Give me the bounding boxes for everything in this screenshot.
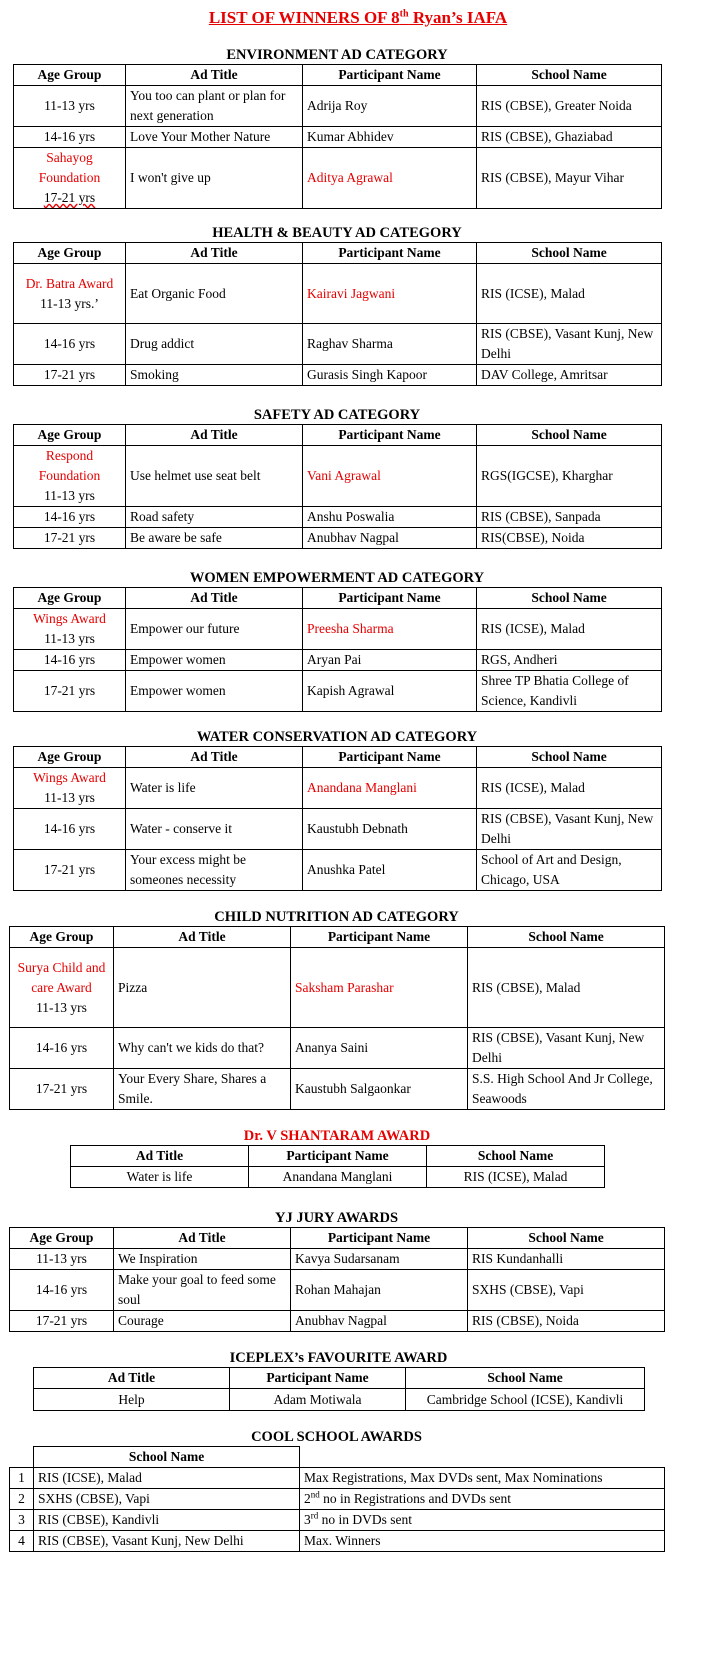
note-cell: Max Registrations, Max DVDs sent, Max Nominations [300, 1468, 665, 1489]
header-blank-right [300, 1447, 665, 1468]
header-school: School Name [427, 1146, 605, 1167]
ad-title-cell: Empower women [126, 650, 303, 671]
table-row [10, 1270, 665, 1311]
safety-section [13, 406, 661, 549]
ad-title-cell: Be aware be safe [126, 528, 303, 549]
ad-title-cell: Smoking [126, 365, 303, 386]
age-cell [10, 948, 114, 1028]
participant-cell: Kaustubh Debnath [303, 809, 477, 850]
header-ad-title: Ad Title [114, 1228, 291, 1249]
age-cell: 11-13 yrs [14, 86, 126, 127]
header-age-group: Age Group [14, 65, 126, 86]
iceplex-table [33, 1367, 645, 1411]
rank-cell: 1 [10, 1468, 34, 1489]
header-age-group: Age Group [10, 927, 114, 948]
jury-table [9, 1227, 665, 1332]
participant-cell: Kumar Abhidev [303, 127, 477, 148]
age-cell: 14-16 yrs [14, 127, 126, 148]
header-participant: Participant Name [303, 588, 477, 609]
ad-title-cell: We Inspiration [114, 1249, 291, 1270]
table-row [14, 365, 662, 386]
header-age-group: Age Group [14, 425, 126, 446]
ad-title-cell: Road safety [126, 507, 303, 528]
participant-cell: Adam Motiwala [230, 1389, 406, 1411]
page-title [0, 8, 716, 28]
table-row [10, 1069, 665, 1110]
age-cell: 14-16 yrs [14, 650, 126, 671]
header-participant: Participant Name [249, 1146, 427, 1167]
section-title: ENVIRONMENT AD CATEGORY [226, 47, 448, 63]
age-value: 11-13 yrs [44, 488, 95, 503]
school-cell: RIS (ICSE), Malad [477, 609, 662, 650]
title-sup: th [399, 8, 409, 20]
award-name: Dr. Batra Award [25, 275, 114, 291]
header-participant: Participant Name [230, 1368, 406, 1389]
title-text: LIST OF WINNERS OF 8 [208, 8, 400, 27]
school-cell: RIS (CBSE), Mayur Vihar [477, 148, 662, 209]
participant-cell: Kapish Agrawal [303, 671, 477, 712]
table-row [14, 671, 662, 712]
school-cell: School of Art and Design, Chicago, USA [477, 850, 662, 891]
header-ad-title: Ad Title [126, 243, 303, 264]
ad-title-cell: Why can't we kids do that? [114, 1028, 291, 1069]
table-row [10, 1028, 665, 1069]
school-cell: Cambridge School (ICSE), Kandivli [406, 1389, 645, 1411]
table-row [14, 507, 662, 528]
header-school: School Name [477, 588, 662, 609]
table-row [10, 948, 665, 1028]
table-row [71, 1167, 605, 1188]
shantaram-table [70, 1145, 605, 1188]
school-cell: RIS (CBSE), Ghaziabad [477, 127, 662, 148]
header-school: School Name [34, 1447, 300, 1468]
health-section [13, 224, 661, 386]
age-cell: 14-16 yrs [10, 1270, 114, 1311]
school-cell: RGS, Andheri [477, 650, 662, 671]
age-value: 11-13 yrs.’ [40, 295, 99, 311]
header-age-group: Age Group [14, 747, 126, 768]
ad-title-cell: Water - conserve it [126, 809, 303, 850]
award-name: Sahayog Foundation [38, 150, 101, 185]
age-cell: 14-16 yrs [10, 1028, 114, 1069]
participant-cell: Rohan Mahajan [291, 1270, 468, 1311]
table-row [14, 127, 662, 148]
table-row [10, 1311, 665, 1332]
school-cell: RIS Kundanhalli [468, 1249, 665, 1270]
award-name: Wings Award [33, 611, 106, 626]
header-participant: Participant Name [291, 1228, 468, 1249]
award-name: Wings Award [33, 770, 106, 785]
participant-cell: Anandana Manglani [303, 768, 477, 809]
school-cell: RIS (CBSE), Noida [468, 1311, 665, 1332]
school-cell: RIS (CBSE), Sanpada [477, 507, 662, 528]
water-table [13, 746, 662, 891]
section-title: WOMEN EMPOWERMENT AD CATEGORY [189, 570, 485, 586]
age-value: 11-13 yrs [44, 631, 95, 646]
participant-cell: Kaustubh Salgaonkar [291, 1069, 468, 1110]
header-school: School Name [477, 65, 662, 86]
header-participant: Participant Name [303, 243, 477, 264]
header-ad-title: Ad Title [126, 425, 303, 446]
age-cell: 17-21 yrs [14, 365, 126, 386]
participant-cell: Aryan Pai [303, 650, 477, 671]
ad-title-cell: Your excess might be someones necessity [126, 850, 303, 891]
school-cell: RGS(IGCSE), Kharghar [477, 446, 662, 507]
school-cell: Shree TP Bhatia College of Science, Kandivli [477, 671, 662, 712]
age-value: 17-21 yrs [43, 190, 96, 205]
header-ad-title: Ad Title [126, 747, 303, 768]
ad-title-cell: Pizza [114, 948, 291, 1028]
water-section [13, 728, 661, 891]
participant-cell: Saksham Parashar [291, 948, 468, 1028]
age-cell: 14-16 yrs [14, 324, 126, 365]
award-name: Respond Foundation [38, 448, 101, 483]
table-row [14, 809, 662, 850]
age-cell: 17-21 yrs [10, 1069, 114, 1110]
school-cell: RIS (ICSE), Malad [34, 1468, 300, 1489]
header-blank [10, 1447, 34, 1468]
header-participant: Participant Name [291, 927, 468, 948]
note-cell: 2nd no in Registrations and DVDs sent [300, 1489, 665, 1510]
table-row [14, 768, 662, 809]
note-cell: 3rd no in DVDs sent [300, 1510, 665, 1531]
note-cell: Max. Winners [300, 1531, 665, 1552]
age-value: 11-13 yrs [36, 999, 87, 1015]
table-row [10, 1510, 665, 1531]
school-cell: RIS (CBSE), Vasant Kunj, New Delhi [34, 1531, 300, 1552]
school-cell: RIS (CBSE), Malad [468, 948, 665, 1028]
header-age-group: Age Group [10, 1228, 114, 1249]
participant-cell: Kavya Sudarsanam [291, 1249, 468, 1270]
section-title: CHILD NUTRITION AD CATEGORY [214, 909, 459, 925]
header-participant: Participant Name [303, 425, 477, 446]
school-cell: RIS (ICSE), Malad [477, 768, 662, 809]
ad-title-cell: Empower women [126, 671, 303, 712]
school-cell: S.S. High School And Jr College, Seawoods [468, 1069, 665, 1110]
ad-title-cell: Love Your Mother Nature [126, 127, 303, 148]
award-name: Surya Child and care Award [17, 959, 106, 995]
header-school: School Name [477, 747, 662, 768]
participant-cell: Vani Agrawal [303, 446, 477, 507]
age-cell: 17-21 yrs [14, 850, 126, 891]
school-cell: RIS (CBSE), Vasant Kunj, New Delhi [477, 809, 662, 850]
table-row [10, 1531, 665, 1552]
age-cell: 14-16 yrs [14, 809, 126, 850]
header-ad-title: Ad Title [126, 65, 303, 86]
section-title: ICEPLEX’s FAVOURITE AWARD [229, 1350, 448, 1366]
rank-cell: 3 [10, 1510, 34, 1531]
participant-cell: Anshu Poswalia [303, 507, 477, 528]
header-school: School Name [477, 243, 662, 264]
age-cell: 17-21 yrs [14, 528, 126, 549]
jury-section [9, 1209, 664, 1332]
age-cell [14, 264, 126, 324]
ad-title-cell: Help [34, 1389, 230, 1411]
header-ad-title: Ad Title [126, 588, 303, 609]
age-cell: 11-13 yrs [10, 1249, 114, 1270]
table-row [14, 528, 662, 549]
child-nutrition-section [9, 908, 664, 1110]
section-title: COOL SCHOOL AWARDS [251, 1429, 422, 1445]
table-row [14, 148, 662, 209]
table-row [10, 1468, 665, 1489]
rank-cell: 2 [10, 1489, 34, 1510]
section-title: YJ JURY AWARDS [274, 1210, 399, 1226]
participant-cell: Anubhav Nagpal [291, 1311, 468, 1332]
header-participant: Participant Name [303, 747, 477, 768]
cool-school-section [9, 1428, 664, 1552]
header-ad-title: Ad Title [34, 1368, 230, 1389]
table-row [14, 264, 662, 324]
cool-school-table [9, 1446, 665, 1552]
ad-title-cell: Empower our future [126, 609, 303, 650]
school-cell: SXHS (CBSE), Vapi [34, 1489, 300, 1510]
environment-section [13, 46, 661, 209]
ad-title-cell: Use helmet use seat belt [126, 446, 303, 507]
age-cell: 14-16 yrs [14, 507, 126, 528]
participant-cell: Ananya Saini [291, 1028, 468, 1069]
health-table [13, 242, 662, 386]
header-ad-title: Ad Title [114, 927, 291, 948]
age-cell: 17-21 yrs [14, 671, 126, 712]
table-row [10, 1489, 665, 1510]
shantaram-section [70, 1127, 604, 1188]
age-value: 11-13 yrs [44, 790, 95, 805]
table-row [14, 86, 662, 127]
child-nutrition-table [9, 926, 665, 1110]
age-cell [14, 446, 126, 507]
header-ad-title: Ad Title [71, 1146, 249, 1167]
iceplex-section [33, 1349, 644, 1411]
participant-cell: Preesha Sharma [303, 609, 477, 650]
rank-cell: 4 [10, 1531, 34, 1552]
participant-cell: Raghav Sharma [303, 324, 477, 365]
ad-title-cell: Courage [114, 1311, 291, 1332]
ad-title-cell: Eat Organic Food [126, 264, 303, 324]
age-cell [14, 148, 126, 209]
women-section [13, 569, 661, 712]
title-text-end: Ryan’s IAFA [408, 8, 508, 27]
ad-title-cell: Make your goal to feed some soul [114, 1270, 291, 1311]
ad-title-cell: You too can plant or plan for next generation [126, 86, 303, 127]
school-cell: DAV College, Amritsar [477, 365, 662, 386]
header-school: School Name [468, 927, 665, 948]
table-row [14, 324, 662, 365]
school-cell: RIS(CBSE), Noida [477, 528, 662, 549]
participant-cell: Anushka Patel [303, 850, 477, 891]
header-school: School Name [468, 1228, 665, 1249]
age-cell: 17-21 yrs [10, 1311, 114, 1332]
section-title: SAFETY AD CATEGORY [253, 407, 421, 423]
table-row [14, 609, 662, 650]
ad-title-cell: Drug addict [126, 324, 303, 365]
school-cell: RIS (ICSE), Malad [477, 264, 662, 324]
participant-cell: Kairavi Jagwani [303, 264, 477, 324]
women-table [13, 587, 662, 712]
header-age-group: Age Group [14, 588, 126, 609]
participant-cell: Aditya Agrawal [303, 148, 477, 209]
safety-table [13, 424, 662, 549]
participant-cell: Anubhav Nagpal [303, 528, 477, 549]
header-age-group: Age Group [14, 243, 126, 264]
header-participant: Participant Name [303, 65, 477, 86]
section-title: Dr. V SHANTARAM AWARD [243, 1128, 431, 1144]
environment-table [13, 64, 662, 209]
section-title: HEALTH & BEAUTY AD CATEGORY [212, 225, 462, 241]
school-cell: RIS (CBSE), Vasant Kunj, New Delhi [468, 1028, 665, 1069]
table-row [14, 850, 662, 891]
ad-title-cell: Water is life [71, 1167, 249, 1188]
ad-title-cell: Your Every Share, Shares a Smile. [114, 1069, 291, 1110]
participant-cell: Adrija Roy [303, 86, 477, 127]
age-cell [14, 768, 126, 809]
age-cell [14, 609, 126, 650]
table-row [14, 650, 662, 671]
section-title: WATER CONSERVATION AD CATEGORY [196, 729, 478, 745]
header-school: School Name [477, 425, 662, 446]
school-cell: RIS (ICSE), Malad [427, 1167, 605, 1188]
school-cell: RIS (CBSE), Kandivli [34, 1510, 300, 1531]
table-row [34, 1389, 645, 1411]
school-cell: SXHS (CBSE), Vapi [468, 1270, 665, 1311]
participant-cell: Gurasis Singh Kapoor [303, 365, 477, 386]
table-row [14, 446, 662, 507]
participant-cell: Anandana Manglani [249, 1167, 427, 1188]
school-cell: RIS (CBSE), Greater Noida [477, 86, 662, 127]
ad-title-cell: I won't give up [126, 148, 303, 209]
table-row [10, 1249, 665, 1270]
ad-title-cell: Water is life [126, 768, 303, 809]
header-school: School Name [406, 1368, 645, 1389]
school-cell: RIS (CBSE), Vasant Kunj, New Delhi [477, 324, 662, 365]
